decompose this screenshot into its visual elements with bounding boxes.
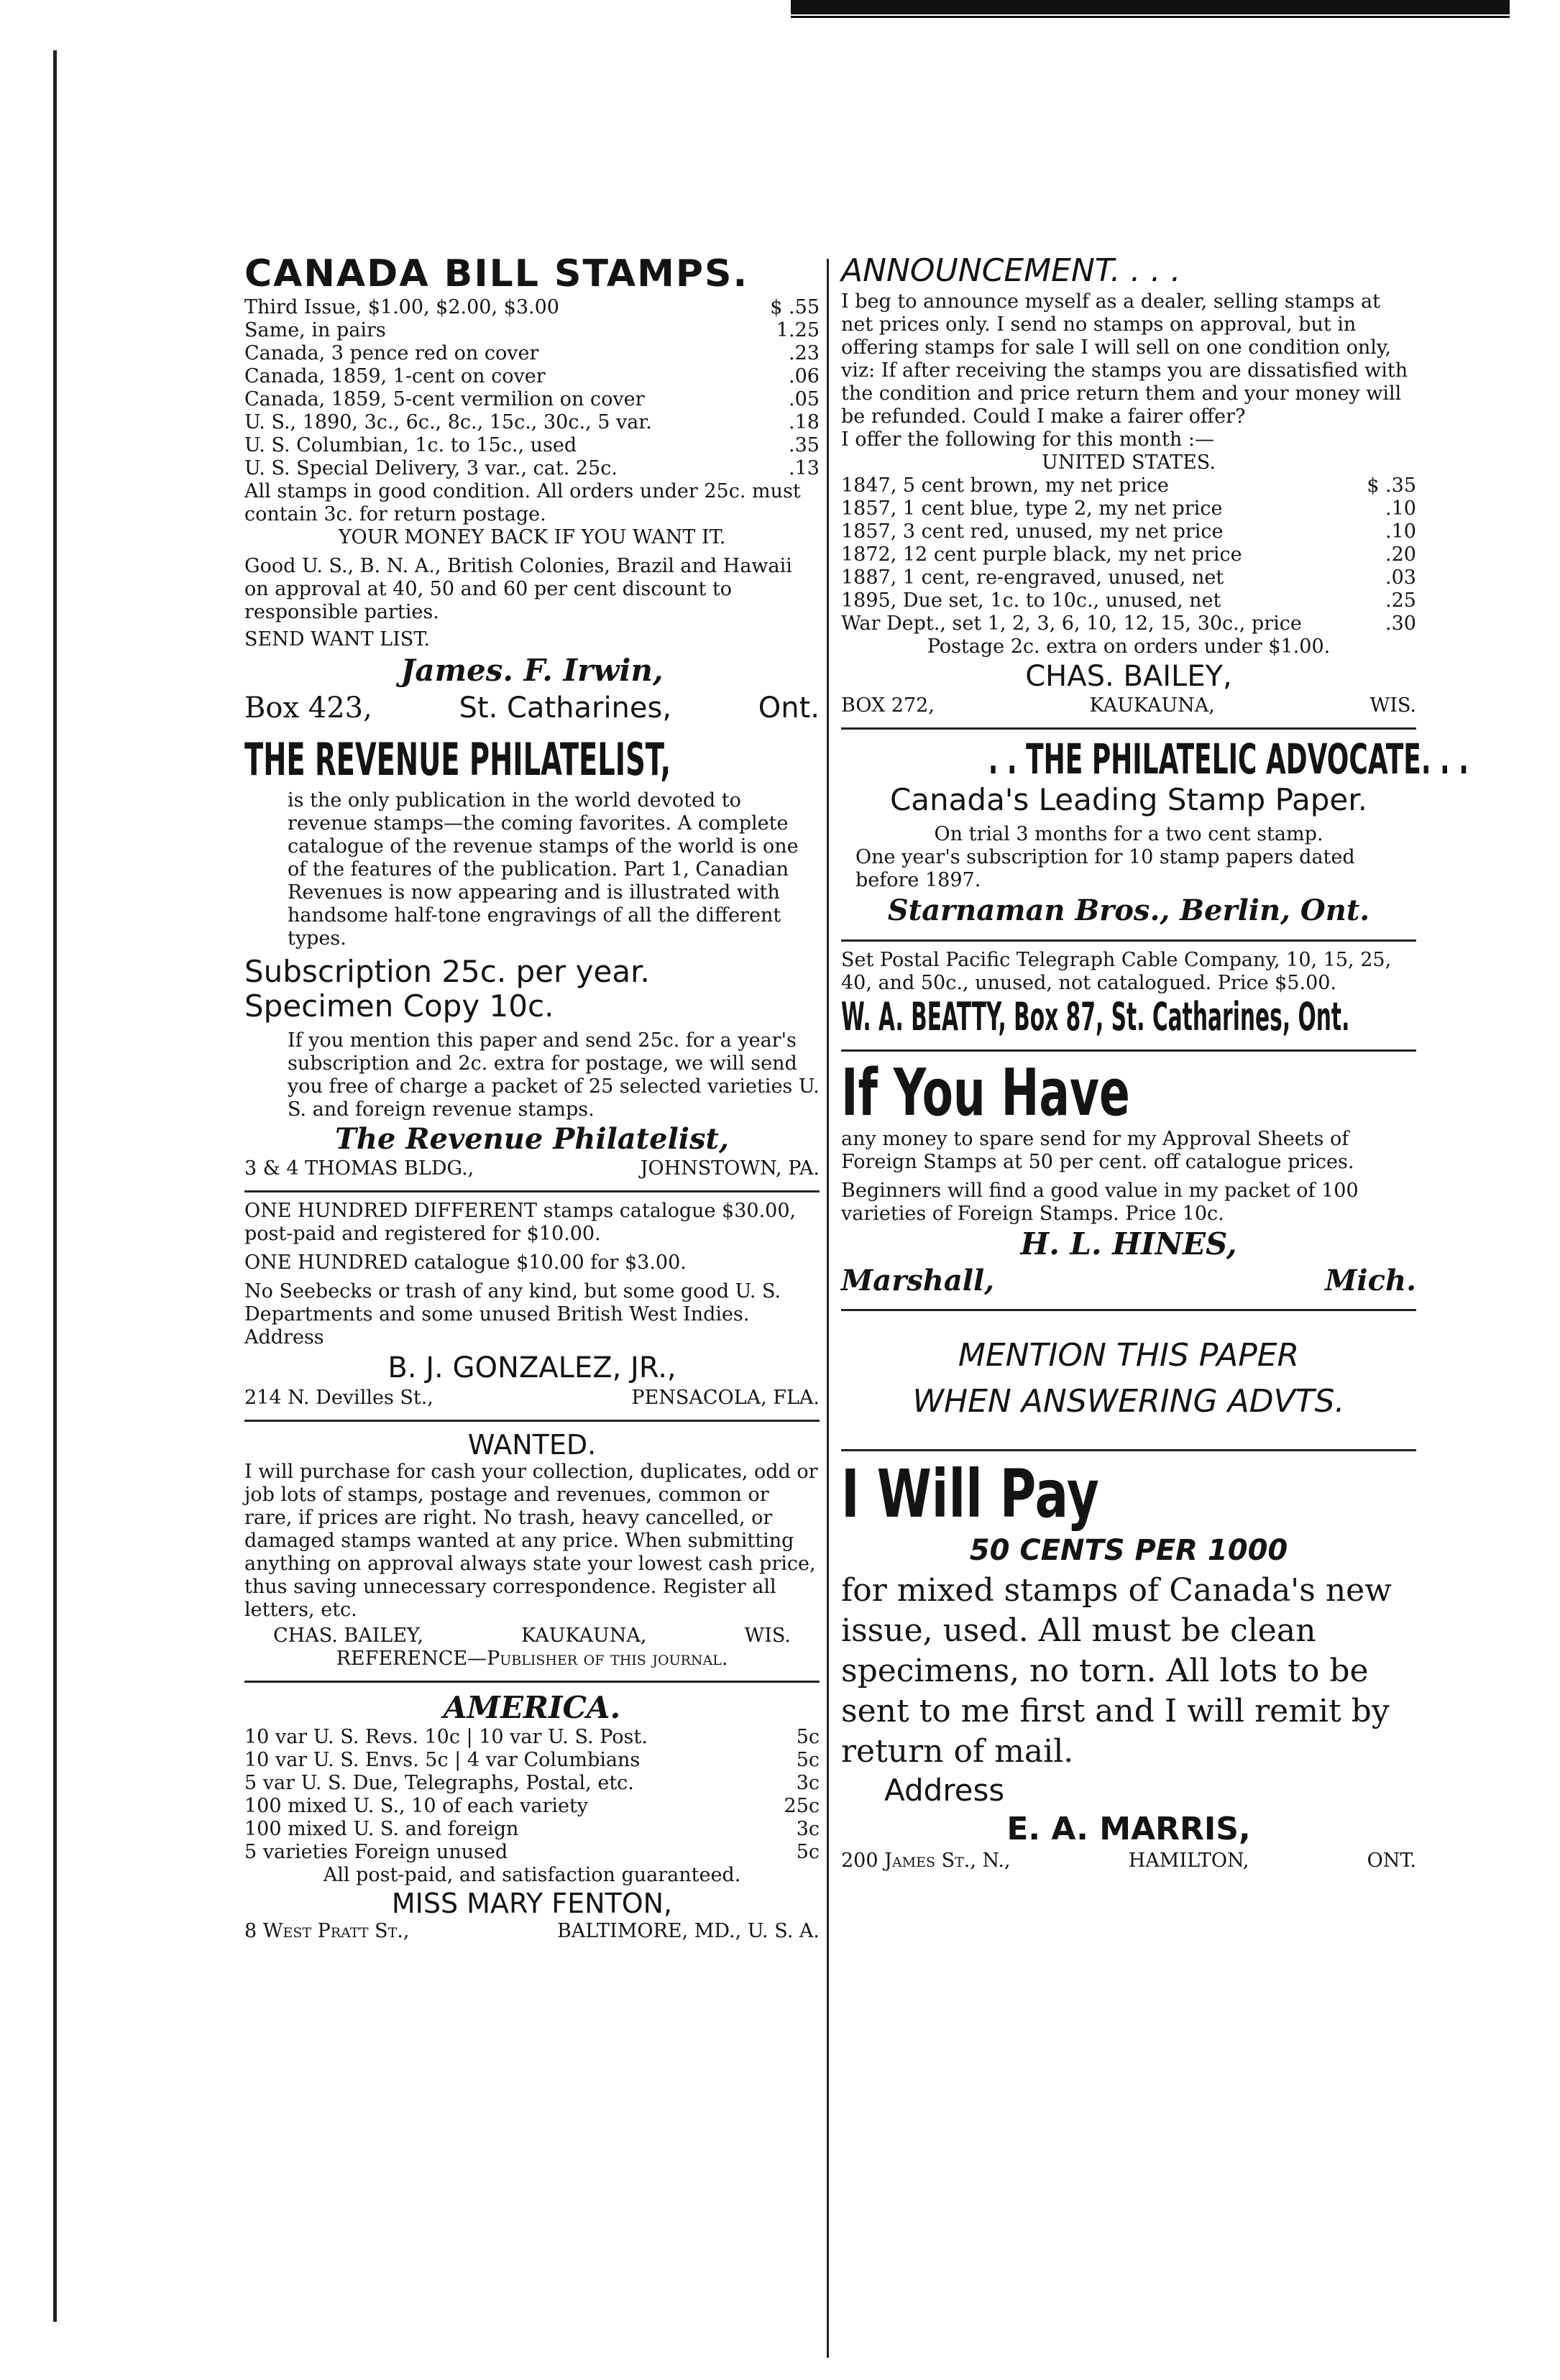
ad-title-wrap	[841, 735, 1469, 784]
america-ad	[244, 1690, 820, 1943]
notice-line-2: WHEN ANSWERING ADVTS.	[912, 1383, 1345, 1420]
beatty-ad	[841, 949, 1416, 1039]
item-price: .20	[1385, 543, 1416, 566]
section-rule	[841, 727, 1416, 730]
item-price: .05	[789, 388, 820, 410]
advertiser-address	[244, 1920, 820, 1943]
price-row	[244, 342, 820, 365]
advertiser-address	[273, 1625, 791, 1648]
section-heading: UNITED STATES.	[1042, 451, 1216, 474]
item-description: 10 var U. S. Revs. 10c | 10 var U. S. Post.	[244, 1726, 648, 1748]
item-description: 1887, 1 cent, re-engraved, unused, net	[841, 566, 1224, 589]
price-row	[841, 497, 1416, 520]
ad-body: I will purchase for cash your collection, duplicates, odd or job lots of stamps, postage and revenues, common or rare, if prices are right. No trash, heavy cancelled, or damaged stamps wanted at any price. When submitting anything on approval always state your lowest cash price, thus saving unnecessary correspondence. Register all letters, etc.	[244, 1461, 818, 1621]
address-province: ONT.	[1367, 1850, 1416, 1872]
item-price: .13	[789, 457, 820, 479]
ad-para-2: ONE HUNDRED catalogue $10.00 for $3.00.	[244, 1251, 687, 1274]
publisher-name: The Revenue Philatelist,	[335, 1122, 729, 1156]
price-row	[841, 612, 1416, 635]
ad-note: All post-paid, and satisfaction guaranteed.	[323, 1864, 741, 1886]
advertiser-name: B. J. GONZALEZ, JR.,	[387, 1351, 676, 1384]
address-province: Ont.	[758, 692, 820, 725]
item-description: War Dept., set 1, 2, 3, 6, 10, 12, 15, 30c., price	[841, 612, 1302, 635]
announcement-ad	[841, 252, 1416, 717]
item-price: 3c	[796, 1772, 820, 1794]
ad-para-3: No Seebecks or trash of any kind, but some good U. S. Departments and some unused British West Indies. Address	[244, 1280, 781, 1348]
item-price: .18	[789, 411, 820, 433]
ad-para-1: ONE HUNDRED DIFFERENT stamps catalogue $30.00, post-paid and registered for $10.00.	[244, 1200, 797, 1245]
advertiser-name-wrap	[841, 995, 1416, 1039]
price-row	[244, 457, 820, 480]
item-price: $ .35	[1367, 474, 1416, 497]
ad-title-wrap	[244, 733, 820, 786]
item-price: .03	[1385, 566, 1416, 589]
section-rule	[841, 1449, 1416, 1451]
top-border-line	[791, 16, 1510, 18]
item-description: Third Issue, $1.00, $2.00, $3.00	[244, 296, 559, 318]
left-column	[244, 252, 820, 1953]
address-street: 200 James St., N.,	[841, 1850, 1011, 1872]
ad-title: CANADA BILL STAMPS.	[244, 252, 749, 295]
ad-tagline: Canada's Leading Stamp Paper.	[889, 782, 1368, 817]
mention-notice	[841, 1318, 1416, 1439]
ad-body: I beg to announce myself as a dealer, selling stamps at net prices only. I send no stamps on approval, but in offering stamps for sale I will sell on one condition only, viz: If after receiving the stamps you are dissatisfied with the condition and price return them and your money will be refunded. Could I make a fairer offer?	[841, 290, 1408, 428]
advertiser-name: H. L. HINES,	[1020, 1226, 1237, 1262]
item-price: 3c	[796, 1818, 820, 1840]
advertiser-name: MISS MARY FENTON,	[391, 1888, 673, 1919]
address-street: 8 West Pratt St.,	[244, 1920, 410, 1942]
section-rule	[841, 1049, 1416, 1052]
advertiser-address	[244, 690, 820, 726]
price-row	[244, 319, 820, 342]
column-divider	[827, 259, 829, 2358]
gonzalez-ad	[244, 1200, 820, 1410]
ad-body: for mixed stamps of Canada's new issue, used. All must be clean specimens, no torn. All lots to be sent to me first and I will remit by return of mail.	[841, 1572, 1392, 1770]
item-description: U. S., 1890, 3c., 6c., 8c., 15c., 30c., 5 var.	[244, 411, 652, 433]
item-description: Canada, 1859, 1-cent on cover	[244, 365, 546, 387]
ad-title: ANNOUNCEMENT. . . .	[841, 252, 1181, 289]
item-description: 5 var U. S. Due, Telegraphs, Postal, etc.	[244, 1772, 634, 1794]
item-description: Canada, 3 pence red on cover	[244, 342, 539, 364]
ad-title: If You Have	[841, 1055, 1130, 1131]
price-row	[244, 1841, 820, 1864]
ad-offer: I offer the following for this month :—	[841, 428, 1214, 451]
price-row	[244, 1726, 820, 1749]
price-list	[841, 474, 1416, 635]
ad-headline	[841, 1055, 1416, 1131]
item-price: .23	[789, 342, 820, 364]
price-row	[244, 1795, 820, 1818]
address-box: BOX 272,	[841, 694, 935, 717]
item-price: .06	[789, 365, 820, 387]
item-description: 10 var U. S. Envs. 5c | 4 var Columbians	[244, 1749, 641, 1771]
advertiser-address	[841, 1263, 1416, 1299]
canada-bill-ad	[244, 252, 820, 726]
section-rule	[841, 939, 1416, 942]
philatelic-advocate-ad	[841, 735, 1469, 929]
publisher-address	[244, 1157, 820, 1180]
item-description: 1872, 12 cent purple black, my net price	[841, 543, 1242, 566]
price-row	[244, 434, 820, 457]
address-box: Box 423,	[244, 692, 372, 725]
price-list	[244, 296, 820, 480]
item-description: 1857, 1 cent blue, type 2, my net price	[841, 497, 1223, 520]
postage-note: Postage 2c. extra on orders under $1.00.	[927, 635, 1331, 658]
money-back: YOUR MONEY BACK IF YOU WANT IT.	[338, 526, 726, 548]
item-description: Same, in pairs	[244, 319, 386, 341]
ad-note: All stamps in good condition. All orders under 25c. must contain 3c. for return postage.	[244, 480, 801, 525]
address-label: Address	[884, 1773, 1005, 1808]
section-rule	[244, 1681, 820, 1683]
price-row	[841, 566, 1416, 589]
page-left-edge	[53, 50, 57, 2322]
advertiser-name: CHAS. BAILEY,	[273, 1625, 423, 1647]
right-column	[841, 252, 1469, 1883]
ad-mention: If you mention this paper and send 25c. for a year's subscription and 2c. extra for postage, we will send you free of charge a packet of 25 selected varieties U. S. and foreign revenue stamps.	[288, 1029, 820, 1121]
ad-offer: One year's subscription for 10 stamp papers dated before 1897.	[855, 846, 1355, 891]
advertiser-address	[841, 1850, 1416, 1873]
wanted-ad	[244, 1429, 820, 1671]
item-description: U. S. Columbian, 1c. to 15c., used	[244, 434, 577, 456]
specimen-line: Specimen Copy 10c.	[244, 988, 554, 1024]
revenue-philatelist-ad	[244, 733, 820, 1180]
address-city: BALTIMORE, MD., U. S. A.	[556, 1920, 820, 1942]
address-state: WIS.	[1369, 694, 1416, 717]
price-row	[244, 296, 820, 319]
item-description: 100 mixed U. S., 10 of each variety	[244, 1795, 589, 1817]
subscription-line: Subscription 25c. per year.	[244, 954, 650, 989]
ad-title: THE REVENUE PHILATELIST,	[244, 733, 671, 786]
price-row	[244, 365, 820, 388]
price-row	[841, 474, 1416, 497]
ad-title: AMERICA.	[443, 1690, 621, 1725]
ad-title-wrap	[841, 1456, 1416, 1533]
item-price: 25c	[784, 1795, 820, 1817]
item-price: .10	[1385, 497, 1416, 520]
item-price: 5c	[796, 1749, 820, 1771]
item-price: .30	[1385, 612, 1416, 635]
reference-line: REFERENCE—Publisher of this journal.	[336, 1648, 728, 1670]
ad-offer: Good U. S., B. N. A., British Colonies, Brazil and Hawaii on approval at 40, 50 and 60 per cent discount to responsible parties.	[244, 555, 792, 623]
address-city: PENSACOLA, FLA.	[631, 1387, 820, 1409]
advertiser-address	[244, 1387, 820, 1410]
item-price: 5c	[796, 1841, 820, 1863]
section-rule	[841, 1309, 1416, 1311]
item-price: .35	[789, 434, 820, 456]
ad-title: I Will Pay	[841, 1456, 1099, 1533]
notice-line-1: MENTION THIS PAPER	[958, 1337, 1300, 1374]
item-description: 1895, Due set, 1c. to 10c., unused, net	[841, 589, 1221, 612]
address-city: KAUKAUNA,	[1089, 694, 1215, 717]
address-city: HAMILTON,	[1128, 1850, 1249, 1872]
item-price: .10	[1385, 520, 1416, 543]
ad-title: . . THE PHILATELIC ADVOCATE. . .	[988, 735, 1469, 784]
price-row	[244, 1818, 820, 1841]
ad-body: is the only publication in the world devoted to revenue stamps—the coming favorites. A complete catalogue of the revenue stamps of the world is one of the features of the publication. Part 1, Canadian Revenues is now appearing and is illustrated with handsome half-tone engravings of all the different types.	[288, 789, 799, 950]
ad-title: WANTED.	[467, 1429, 597, 1461]
ad-body: Set Postal Pacific Telegraph Cable Company, 10, 15, 25, 40, and 50c., unused, not catalogued. Price $5.00.	[841, 949, 1392, 994]
advertiser-name: CHAS. BAILEY,	[1025, 660, 1232, 693]
price-row	[244, 388, 820, 411]
price-row	[841, 589, 1416, 612]
hines-ad	[841, 1055, 1416, 1299]
price-row	[841, 520, 1416, 543]
ad-trial: On trial 3 months for a two cent stamp.	[934, 823, 1323, 845]
advertiser-name: W. A. BEATTY, Box 87, St. Catharines, Ont.	[841, 994, 1350, 1039]
price-row	[841, 543, 1416, 566]
advertiser-name: E. A. MARRIS,	[1006, 1811, 1251, 1847]
item-description: U. S. Special Delivery, 3 var., cat. 25c.	[244, 457, 618, 479]
address-street: 214 N. Devilles St.,	[244, 1387, 433, 1409]
price-row	[244, 411, 820, 434]
advertiser-name: Starnaman Bros., Berlin, Ont.	[887, 893, 1370, 927]
item-price: .25	[1385, 589, 1416, 612]
address-city: St. Catharines,	[459, 692, 672, 725]
item-price: 5c	[796, 1726, 820, 1748]
item-price: $ .55	[770, 296, 820, 318]
address-city: JOHNSTOWN, PA.	[640, 1157, 820, 1180]
ad-body: any money to spare send for my Approval Sheets of Foreign Stamps at 50 per cent. off catalogue prices.	[841, 1128, 1354, 1173]
section-rule	[244, 1420, 820, 1422]
address-city: Marshall,	[841, 1264, 995, 1297]
section-rule	[244, 1190, 820, 1193]
marris-ad	[841, 1458, 1416, 1873]
price-list	[244, 1726, 820, 1864]
send-want-list: SEND WANT LIST.	[244, 628, 430, 651]
ad-para-2: Beginners will find a good value in my packet of 100 varieties of Foreign Stamps. Price 10c.	[841, 1180, 1359, 1225]
advertiser-address	[841, 694, 1416, 717]
item-description: Canada, 1859, 5-cent vermilion on cover	[244, 388, 645, 410]
item-description: 1857, 3 cent red, unused, my net price	[841, 520, 1224, 543]
address-state: Mich.	[1325, 1264, 1416, 1297]
top-border-bar	[791, 0, 1510, 14]
ad-rate: 50 CENTS PER 1000	[969, 1534, 1288, 1567]
advertiser-name: James. F. Irwin,	[400, 653, 664, 688]
address-state: WIS.	[744, 1625, 791, 1647]
item-description: 1847, 5 cent brown, my net price	[841, 474, 1169, 497]
address-city: KAUKAUNA,	[521, 1625, 647, 1647]
price-row	[244, 1749, 820, 1772]
price-row	[244, 1772, 820, 1795]
item-price: 1.25	[776, 319, 820, 341]
item-description: 100 mixed U. S. and foreign	[244, 1818, 519, 1840]
item-description: 5 varieties Foreign unused	[244, 1841, 508, 1863]
address-street: 3 & 4 THOMAS BLDG.,	[244, 1157, 474, 1180]
